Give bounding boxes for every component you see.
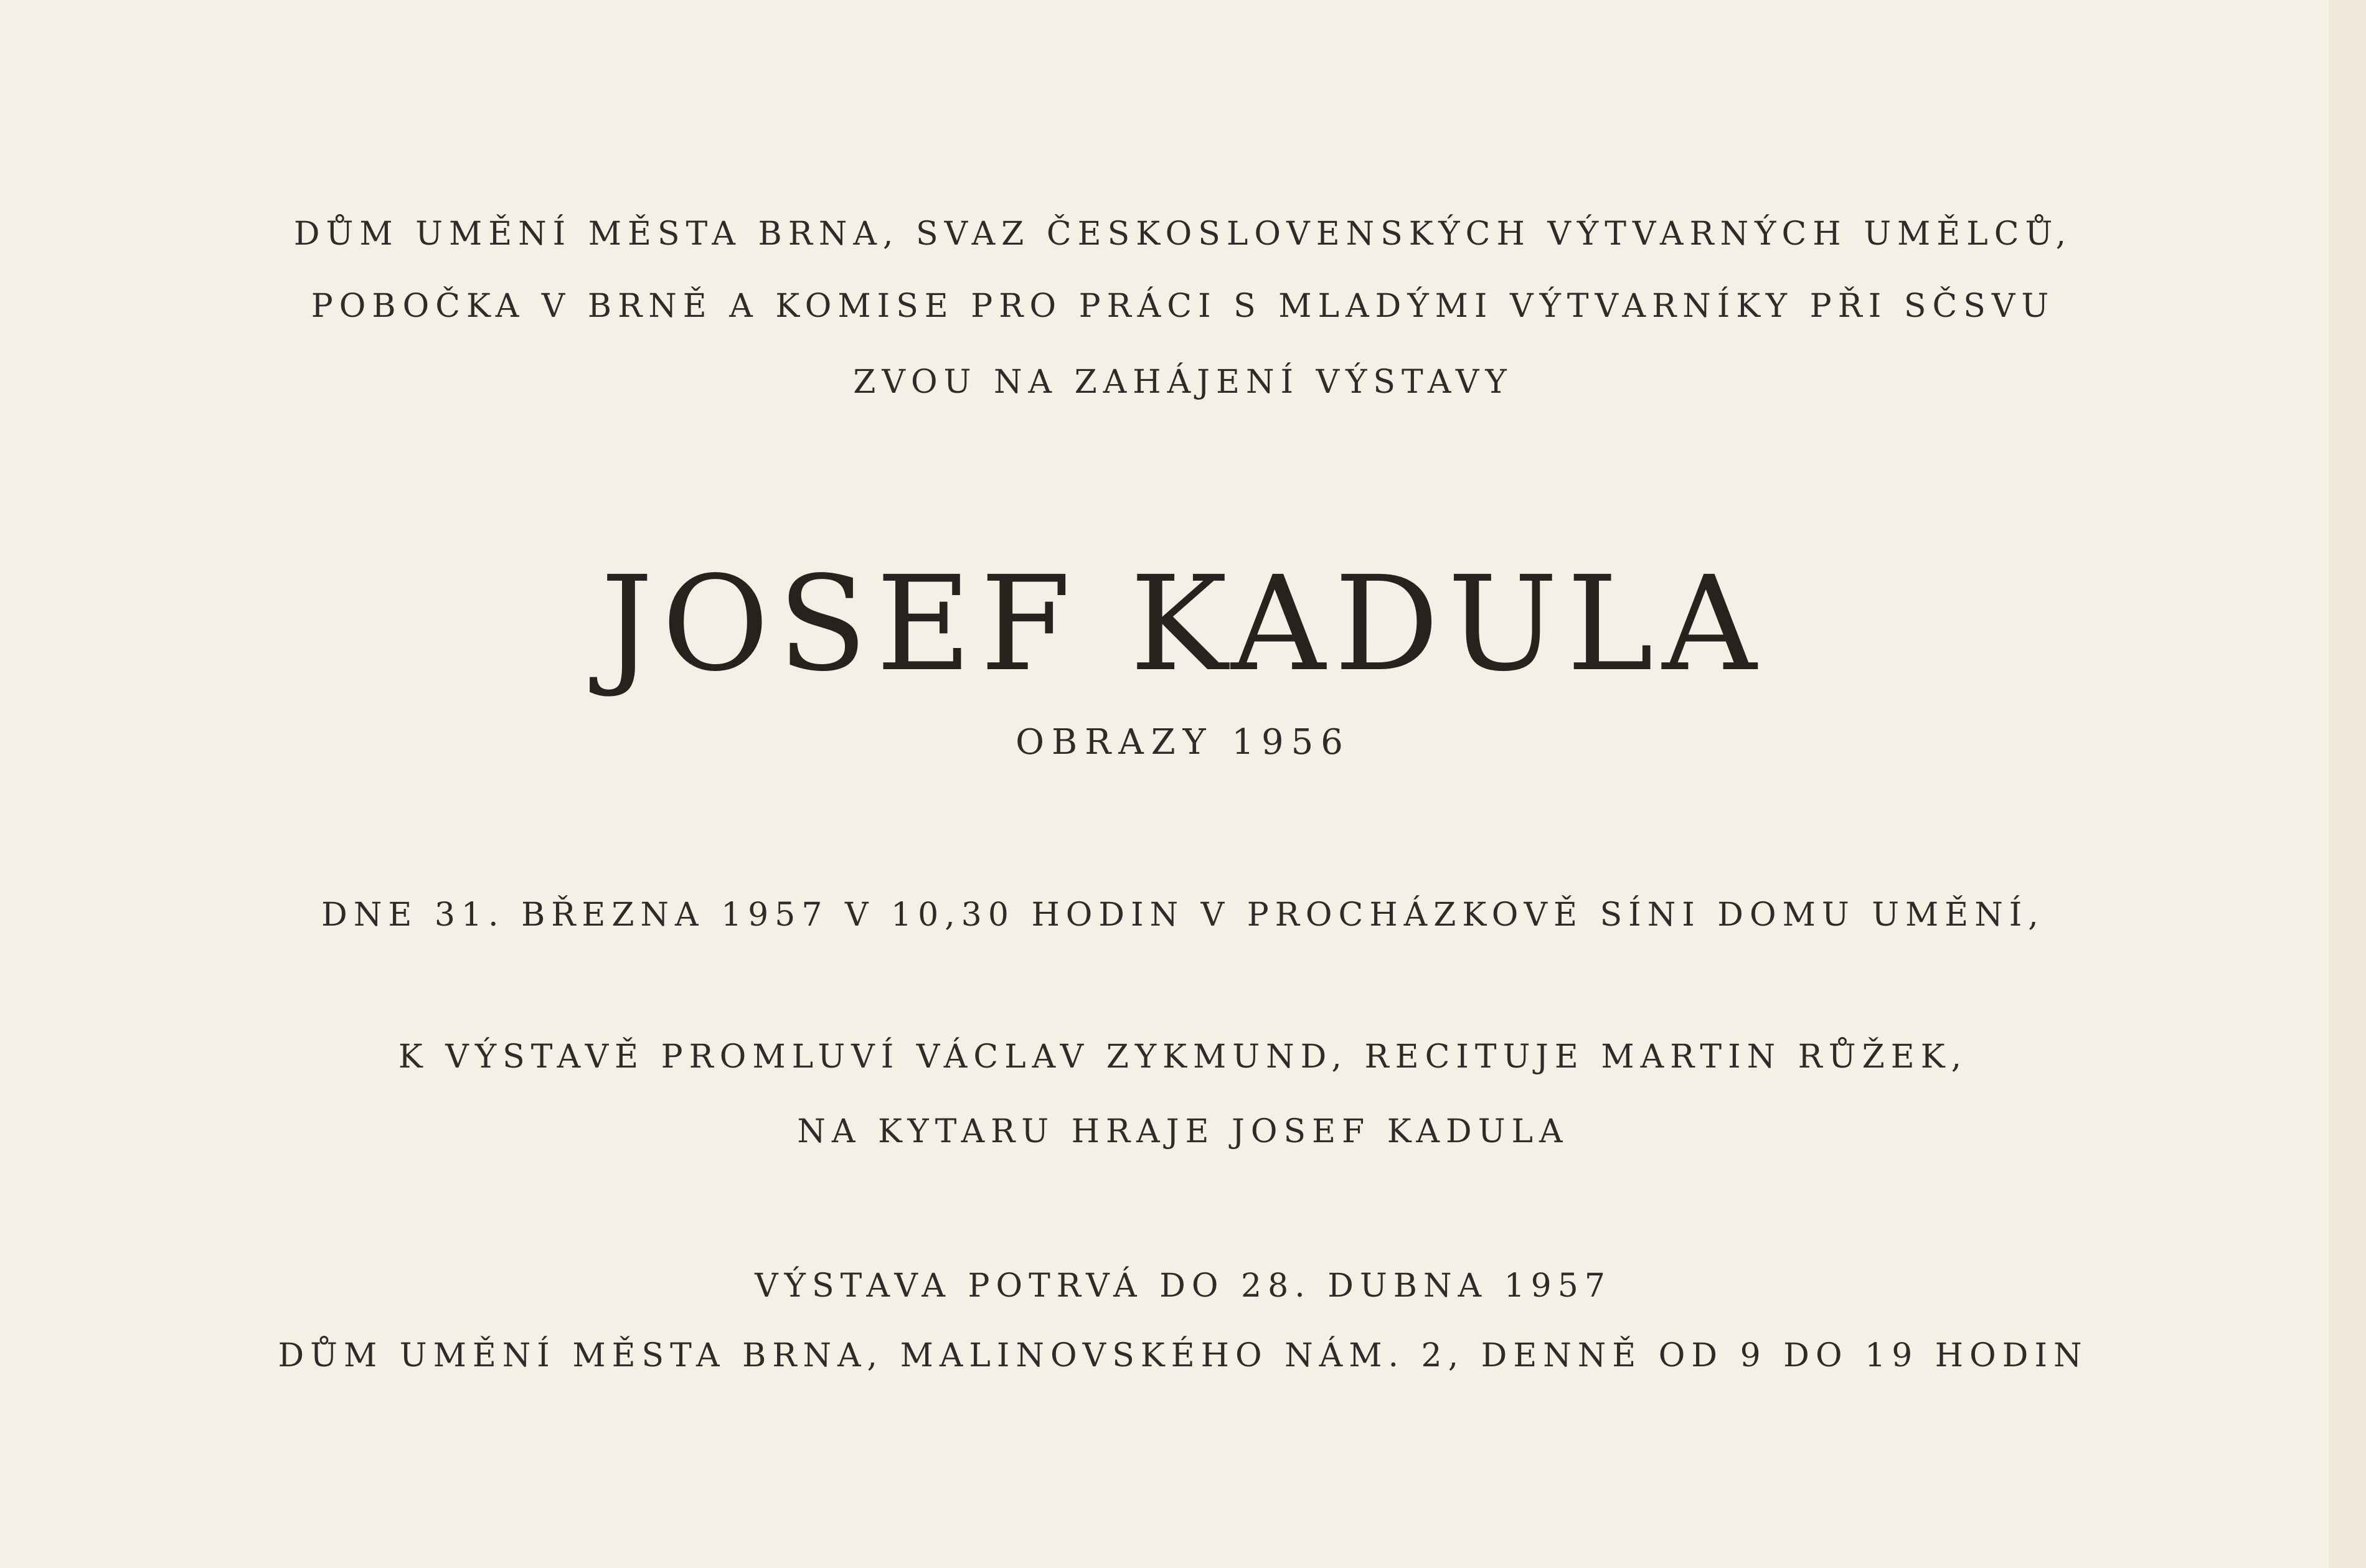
opening-details: DNE 31. BŘEZNA 1957 V 10,30 HODIN V PROCHÁZKOVĚ SÍNI DOMU UMĚNÍ, [321,896,2045,934]
program-line-2: NA KYTARU HRAJE JOSEF KADULA [797,1113,1569,1150]
duration-line: VÝSTAVA POTRVÁ DO 28. DUBNA 1957 [755,1267,1611,1305]
paper-edge [2329,0,2366,1568]
organizers-line-1: DŮM UMĚNÍ MĚSTA BRNA, SVAZ ČESKOSLOVENSKÝCH VÝTVARNÝCH UMĚLCŮ, [293,215,2073,253]
address-line: DŮM UMĚNÍ MĚSTA BRNA, MALINOVSKÉHO NÁM. 2, DENNĚ OD 9 DO 19 HODIN [278,1337,2088,1374]
artist-name: JOSEF KADULA [600,548,1766,700]
program-line-1: K VÝSTAVĚ PROMLUVÍ VÁCLAV ZYKMUND, RECITUJE MARTIN RŮŽEK, [398,1038,1968,1076]
exhibition-subtitle: OBRAZY 1956 [1016,722,1350,763]
organizers-line-2: POBOČKA V BRNĚ A KOMISE PRO PRÁCI S MLADÝMI VÝTVARNÍKY PŘI SČSVU [311,288,2055,325]
invite-line: ZVOU NA ZAHÁJENÍ VÝSTAVY [853,364,1513,401]
